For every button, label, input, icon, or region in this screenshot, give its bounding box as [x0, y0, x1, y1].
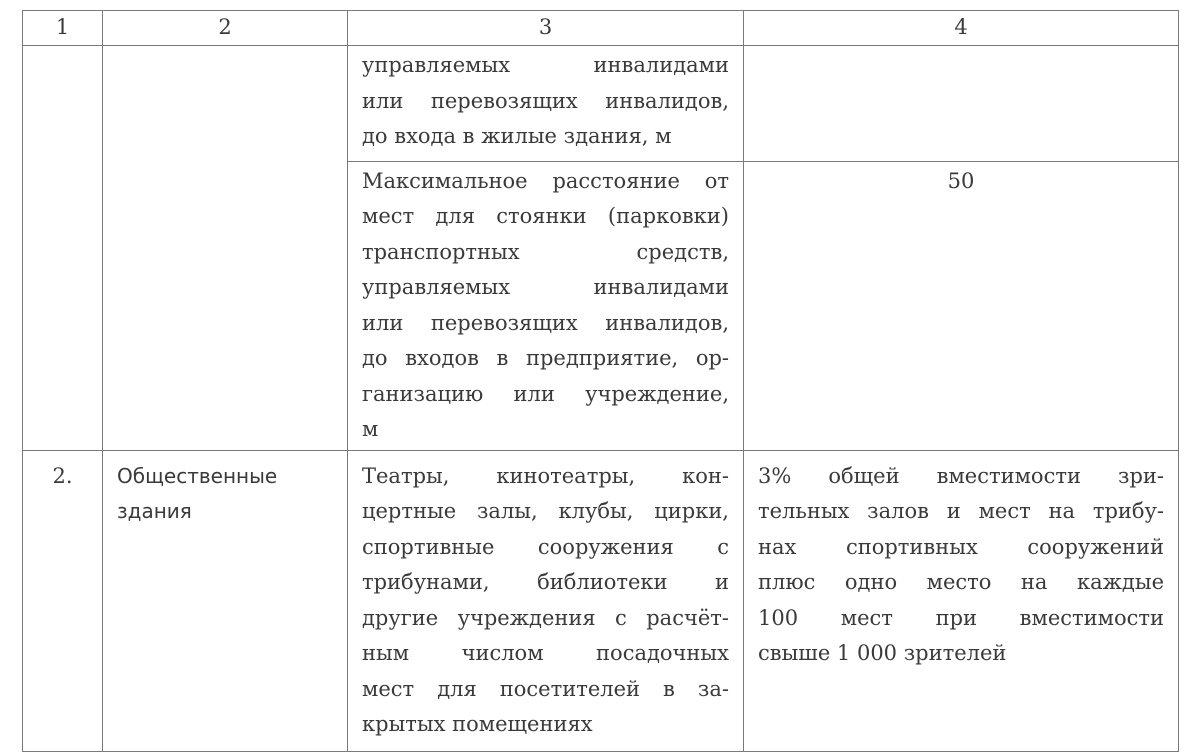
table-row: [23, 450, 1179, 751]
text-line: ганизацию или учреждение,: [362, 381, 729, 406]
category-line: Общественные: [117, 463, 278, 488]
text-line: м: [362, 417, 379, 441]
cell-parameter-continued: [348, 46, 744, 162]
text-line: цертные залы, клубы, цирки,: [362, 499, 729, 523]
header-cell-4: 4: [744, 11, 1179, 46]
text-line: мест для посетителей в за-: [362, 676, 729, 701]
text-line: до входа в жилые здания, м: [362, 124, 672, 148]
header-cell-3: 3: [348, 11, 744, 46]
text-line: 3% общей вместимости зри-: [758, 463, 1164, 488]
cell-value-empty: [744, 46, 1179, 162]
text-line: трибунами, библиотеки и: [362, 570, 729, 594]
cell-parameter: [348, 161, 744, 450]
norms-table: [22, 10, 1179, 752]
text-line: плюс одно место на каждые: [758, 570, 1164, 594]
text-line: спортивные сооружения с: [362, 534, 729, 559]
text-line: другие учреждения с расчёт-: [362, 605, 729, 630]
category-line: здания: [117, 499, 192, 523]
text-line: или перевозящих инвалидов,: [362, 88, 729, 113]
cell-empty-category: [103, 46, 348, 451]
text-line: мест для стоянки (парковки): [362, 204, 729, 228]
cell-value: [744, 450, 1179, 751]
text-line: управляемых инвалидами: [362, 275, 729, 299]
text-line: нах спортивных сооружений: [758, 534, 1164, 559]
cell-category: [103, 450, 348, 751]
text-line: крытых помещениях: [362, 712, 593, 736]
text-line: свыше 1 000 зрителей: [758, 641, 1007, 665]
text-line: управляемых инвалидами: [362, 53, 729, 77]
text-line: Театры, кинотеатры, кон-: [362, 463, 729, 488]
header-cell-1: 1: [23, 11, 103, 46]
cell-number: 2.: [23, 450, 103, 751]
cell-value: 50: [744, 161, 1179, 450]
text-line: Максимальное расстояние от: [362, 168, 729, 193]
text-line: 100 мест при вместимости: [758, 605, 1164, 630]
cell-empty-number: [23, 46, 103, 451]
header-cell-2: 2: [103, 11, 348, 46]
text-line: до входов в предприятие, ор-: [362, 346, 729, 370]
table-header-row: [23, 11, 1179, 46]
text-line: или перевозящих инвалидов,: [362, 310, 729, 335]
text-line: ным числом посадочных: [362, 641, 729, 665]
text-line: тельных залов и мест на трибу-: [758, 499, 1164, 523]
text-line: транспортных средств,: [362, 239, 729, 264]
cell-parameter: [348, 450, 744, 751]
table-row: [23, 46, 1179, 162]
